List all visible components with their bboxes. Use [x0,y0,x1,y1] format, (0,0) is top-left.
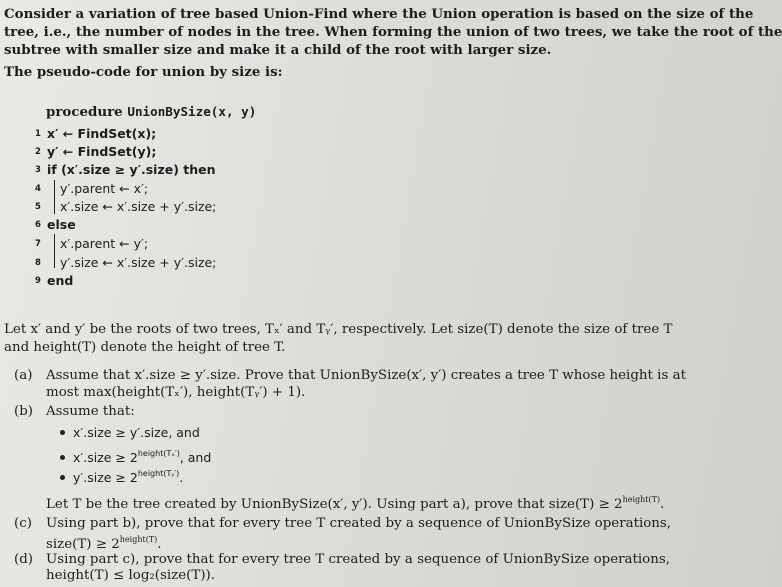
procedure-args: (x, y) [210,104,257,119]
algorithm-line: else [47,217,76,232]
bullet-icon [60,430,65,435]
bullet-text-suffix: . [179,470,184,485]
intro-line-1: Consider a variation of tree based Union-Find where the Union operation is based on the size of the [4,6,754,22]
intro-line-4: The pseudo-code for union by size is: [4,64,283,80]
intro-line-2: tree, i.e., the number of nodes in the tree. When forming the union of two trees, we take the root of the [4,24,782,40]
exponent: height(Tᵧ′) [137,469,180,478]
algorithm-line: if (x′.size ≥ y′.size) then [47,162,216,177]
part-c-line-1: Using part b), prove that for every tree T created by a sequence of UnionBySize operations, [46,516,672,531]
intro-line-3: subtree with smaller size and make it a child of the root with larger size. [4,42,552,58]
bullet-text: x′.size ≥ y′.size, and [73,425,200,440]
bullet-text: x′.size ≥ 2 [73,450,138,465]
part-c-label: (c) [14,516,32,531]
line-number: 7 [35,239,41,249]
exponent: height(Tₓ′) [137,449,180,458]
block-bar [54,234,55,268]
part-b-bullet-2 [60,446,211,466]
bullet-icon [60,455,65,460]
part-a-line-2: most max(height(Tₓ′), height(Tᵧ′) + 1). [46,385,306,400]
line-number: 4 [35,184,41,194]
algorithm-line: y′ ← FindSet(y); [47,144,157,159]
part-b-intro: Assume that: [46,404,135,419]
part-b-bullet-1 [60,425,200,441]
algorithm-line: end [47,273,74,288]
algorithm-line: y′.parent ← x′; [60,181,149,196]
part-a-label: (a) [14,368,33,383]
algorithm-line: x′.parent ← y′; [60,236,149,251]
exponent: height(T) [622,495,661,504]
bullet-icon [60,475,65,480]
block-bar [54,180,55,214]
conclusion-suffix: . [660,497,665,512]
bullet-text: y′.size ≥ 2 [73,470,138,485]
line-number: 3 [35,165,41,175]
algorithm-header [46,104,256,120]
algorithm-line: x′ ← FindSet(x); [47,126,157,141]
part-c-text: size(T) ≥ 2 [46,537,120,552]
procedure-name: UnionBySize [127,104,211,119]
line-number: 5 [35,202,41,212]
part-d-line-1: Using part c), prove that for every tree T created by a sequence of UnionBySize operations, [46,552,670,567]
line-number: 8 [35,258,41,268]
part-b-bullet-3 [60,466,183,486]
part-a-line-1: Assume that x′.size ≥ y′.size. Prove that UnionBySize(x′, y′) creates a tree T whose height is at [46,368,686,383]
part-c-line-2 [46,532,162,553]
part-d-line-2: height(T) ≤ log₂(size(T)). [46,568,216,583]
part-b-conclusion [46,492,664,513]
bullet-text-suffix: , and [179,450,212,465]
part-c-suffix: . [157,537,162,552]
algorithm-line: y′.size ← x′.size + y′.size; [60,255,217,270]
part-d-label: (d) [14,552,34,567]
line-number: 9 [35,276,41,286]
conclusion-text: Let T be the tree created by UnionBySize(x′, y′). Using part a), prove that size(T) ≥ 2 [46,497,623,512]
definition-line-1: Let x′ and y′ be the roots of two trees, Tₓ′ and Tᵧ′, respectively. Let size(T) denote the size of tree T [4,322,673,337]
line-number: 2 [35,147,41,157]
part-b-label: (b) [14,404,34,419]
line-number: 1 [35,129,41,139]
definition-line-2: and height(T) denote the height of tree T. [4,340,286,355]
algorithm-line: x′.size ← x′.size + y′.size; [60,199,217,214]
exponent: height(T) [119,535,158,544]
procedure-keyword: procedure [46,104,123,120]
line-number: 6 [35,220,41,230]
